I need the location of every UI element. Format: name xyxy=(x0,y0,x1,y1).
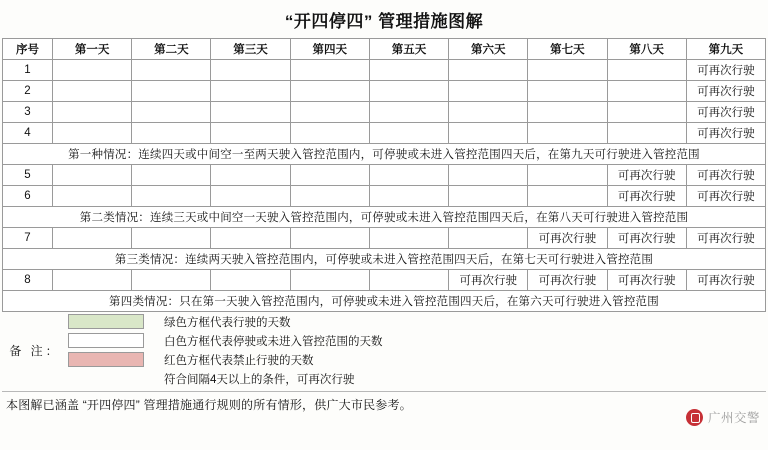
table-body xyxy=(3,60,766,312)
table-row xyxy=(3,228,766,249)
day-cell-red xyxy=(211,228,290,249)
remarks-label: 备 注： xyxy=(9,343,61,358)
table-row xyxy=(3,123,766,144)
day-cell-white xyxy=(211,123,290,144)
note-row xyxy=(3,291,766,312)
day-cell-green xyxy=(53,270,132,291)
day-cell-grey: 可再次行驶 xyxy=(686,123,765,144)
col-header-day7: 第七天 xyxy=(528,39,607,60)
day-cell-green xyxy=(132,60,211,81)
day-cell-grey: 可再次行驶 xyxy=(607,186,686,207)
color-swatch-green xyxy=(68,314,144,329)
note-row xyxy=(3,207,766,228)
day-cell-grey: 可再次行驶 xyxy=(686,102,765,123)
col-header-day5: 第五天 xyxy=(369,39,448,60)
day-cell-red xyxy=(449,102,528,123)
remark-swatch-cell xyxy=(68,369,164,388)
table-row xyxy=(3,270,766,291)
day-cell-red xyxy=(369,228,448,249)
day-cell-green xyxy=(53,228,132,249)
day-cell-green xyxy=(369,81,448,102)
row-index: 4 xyxy=(3,123,53,144)
day-cell-red xyxy=(607,102,686,123)
remark-swatch-cell xyxy=(68,312,164,331)
day-cell-green xyxy=(53,60,132,81)
remark-row xyxy=(2,369,766,388)
col-header-day1: 第一天 xyxy=(53,39,132,60)
col-header-day3: 第三天 xyxy=(211,39,290,60)
remark-swatch-cell xyxy=(68,331,164,350)
day-cell-green xyxy=(53,186,132,207)
schedule-table xyxy=(2,38,766,312)
day-cell-green xyxy=(290,81,369,102)
table-row xyxy=(3,60,766,81)
day-cell-red xyxy=(449,228,528,249)
table-row xyxy=(3,102,766,123)
day-cell-white xyxy=(53,81,132,102)
day-cell-green xyxy=(369,102,448,123)
day-cell-green xyxy=(211,60,290,81)
day-cell-green xyxy=(132,165,211,186)
col-header-day4: 第四天 xyxy=(290,39,369,60)
day-cell-green xyxy=(211,165,290,186)
row-index: 5 xyxy=(3,165,53,186)
day-cell-green xyxy=(53,102,132,123)
day-cell-red xyxy=(369,60,448,81)
row-index: 7 xyxy=(3,228,53,249)
watermark xyxy=(686,408,760,426)
day-cell-grey: 可再次行驶 xyxy=(686,60,765,81)
day-cell-green xyxy=(211,186,290,207)
remark-text: 红色方框代表禁止行驶的天数 xyxy=(164,354,314,367)
day-cell-red xyxy=(528,102,607,123)
row-index: 1 xyxy=(3,60,53,81)
header-row xyxy=(3,39,766,60)
remark-text: 白色方框代表停驶或未进入管控范围的天数 xyxy=(164,335,383,348)
row-index: 8 xyxy=(3,270,53,291)
day-cell-red xyxy=(449,123,528,144)
day-cell-red xyxy=(132,270,211,291)
remark-swatch-cell xyxy=(68,350,164,369)
day-cell-red xyxy=(528,186,607,207)
day-cell-red xyxy=(290,228,369,249)
case-note-1: 第一种情况：连续四天或中间空一至两天驶入管控范围内，可停驶或未进入管控范围四天后，在第九天可行驶进入管控范围 xyxy=(3,144,766,165)
case-note-2: 第二类情况：连续三天或中间空一天驶入管控范围内，可停驶或未进入管控范围四天后，在第八天可行驶进入管控范围 xyxy=(3,207,766,228)
day-cell-grey: 可再次行驶 xyxy=(449,270,528,291)
day-cell-green xyxy=(290,123,369,144)
watermark-label: 广州交警 xyxy=(707,411,760,425)
day-cell-red xyxy=(607,81,686,102)
day-cell-red xyxy=(449,60,528,81)
day-cell-green xyxy=(132,228,211,249)
day-cell-red xyxy=(211,270,290,291)
day-cell-grey: 可再次行驶 xyxy=(686,270,765,291)
remark-text: 符合间隔4天以上的条件，可再次行驶 xyxy=(164,373,355,386)
day-cell-green xyxy=(290,186,369,207)
col-header-day9: 第九天 xyxy=(686,39,765,60)
divider xyxy=(2,391,766,392)
day-cell-red xyxy=(528,123,607,144)
day-cell-red xyxy=(449,165,528,186)
day-cell-grey: 可再次行驶 xyxy=(607,165,686,186)
page-title: “开四停四” 管理措施图解 xyxy=(284,12,484,31)
day-cell-grey: 可再次行驶 xyxy=(607,228,686,249)
remark-row xyxy=(2,312,766,331)
col-header-day8: 第八天 xyxy=(607,39,686,60)
day-cell-red xyxy=(290,270,369,291)
day-cell-red xyxy=(449,81,528,102)
day-cell-red xyxy=(369,270,448,291)
day-cell-grey: 可再次行驶 xyxy=(528,228,607,249)
col-header-day6: 第六天 xyxy=(449,39,528,60)
remark-row xyxy=(2,350,766,369)
day-cell-red xyxy=(607,123,686,144)
table-row xyxy=(3,81,766,102)
day-cell-red xyxy=(607,60,686,81)
table-row xyxy=(3,165,766,186)
table-row xyxy=(3,186,766,207)
day-cell-grey: 可再次行驶 xyxy=(686,81,765,102)
col-header-index: 序号 xyxy=(3,39,53,60)
color-swatch-red xyxy=(68,352,144,367)
day-cell-white xyxy=(132,186,211,207)
day-cell-red xyxy=(449,186,528,207)
remarks-block xyxy=(2,312,766,388)
day-cell-green xyxy=(369,123,448,144)
day-cell-red xyxy=(369,186,448,207)
day-cell-green xyxy=(211,102,290,123)
day-cell-grey: 可再次行驶 xyxy=(686,228,765,249)
day-cell-green xyxy=(53,123,132,144)
police-badge-icon xyxy=(686,409,703,426)
day-cell-red xyxy=(528,60,607,81)
day-cell-grey: 可再次行驶 xyxy=(528,270,607,291)
day-cell-green xyxy=(53,165,132,186)
row-index: 3 xyxy=(3,102,53,123)
remark-text: 绿色方框代表行驶的天数 xyxy=(164,316,291,329)
row-index: 6 xyxy=(3,186,53,207)
remark-row xyxy=(2,331,766,350)
note-row xyxy=(3,249,766,270)
col-header-day2: 第二天 xyxy=(132,39,211,60)
day-cell-green xyxy=(211,81,290,102)
day-cell-green xyxy=(132,123,211,144)
footer-note: 本图解已涵盖 “开四停四” 管理措施通行规则的所有情形，供广大市民参考。 xyxy=(6,398,412,412)
case-note-3: 第三类情况：连续两天驶入管控范围内，可停驶或未进入管控范围四天后，在第七天可行驶进入管控范围 xyxy=(3,249,766,270)
day-cell-red xyxy=(290,165,369,186)
day-cell-green xyxy=(290,60,369,81)
row-index: 2 xyxy=(3,81,53,102)
day-cell-grey: 可再次行驶 xyxy=(607,270,686,291)
day-cell-grey: 可再次行驶 xyxy=(686,165,765,186)
case-note-4: 第四类情况：只在第一天驶入管控范围内，可停驶或未进入管控范围四天后，在第六天可行驶进入管控范围 xyxy=(3,291,766,312)
day-cell-red xyxy=(528,81,607,102)
day-cell-red xyxy=(528,165,607,186)
note-row xyxy=(3,144,766,165)
day-cell-white xyxy=(132,102,211,123)
color-swatch-white xyxy=(68,333,144,348)
table-header xyxy=(3,39,766,60)
day-cell-green xyxy=(290,102,369,123)
day-cell-red xyxy=(369,165,448,186)
day-cell-green xyxy=(132,81,211,102)
day-cell-grey: 可再次行驶 xyxy=(686,186,765,207)
color-swatch-none xyxy=(68,371,144,386)
